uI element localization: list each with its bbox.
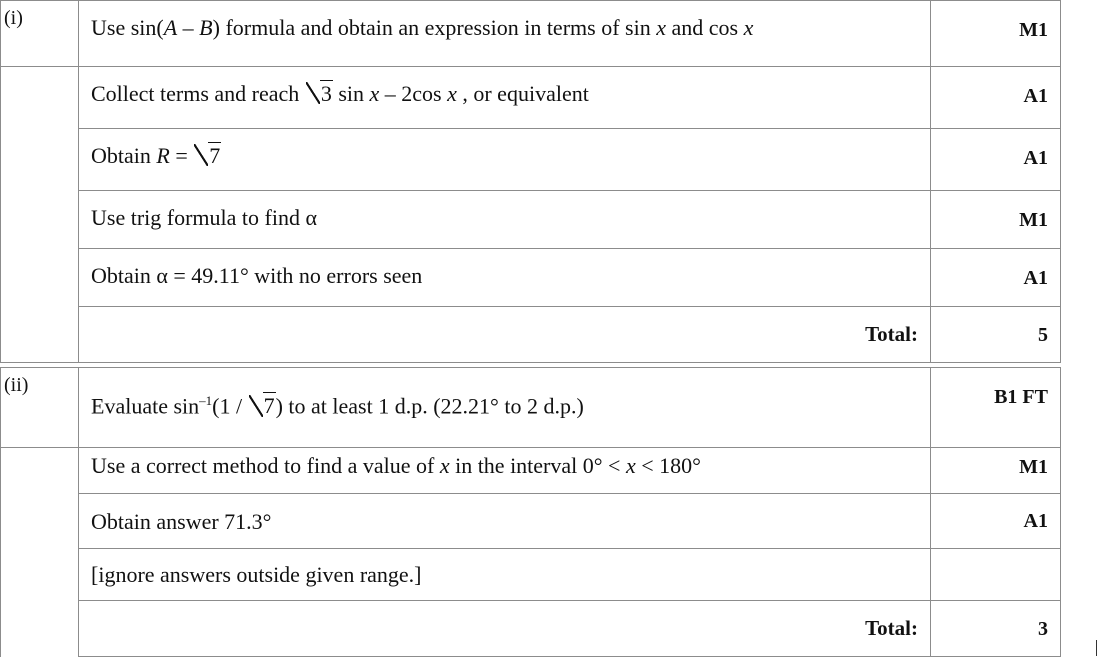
table-row: [1, 448, 1061, 494]
criterion-text: [ignore answers outside given range.]: [79, 549, 931, 601]
table-row: [1, 494, 1061, 549]
criterion-text: Collect terms and reach 3 sin x – 2cos x , or equivalent: [79, 67, 931, 129]
table-row: [1, 368, 1061, 448]
table-row: [1, 1, 1061, 67]
total-value: 3: [931, 601, 1061, 657]
table-row: [1, 191, 1061, 249]
table-row: [1, 549, 1061, 601]
criterion-text: Obtain answer 71.3°: [79, 494, 931, 549]
total-row: [1, 601, 1061, 657]
mark-code: B1 FT: [931, 368, 1061, 448]
mark-code: A1: [931, 67, 1061, 129]
table-row: [1, 67, 1061, 129]
total-value: 5: [931, 307, 1061, 363]
criterion-text: Use trig formula to find α: [79, 191, 931, 249]
mark-code: A1: [931, 494, 1061, 549]
criterion-text: Evaluate $\sin^{-1}(1 / 7)$ to at least 1 d.p. (22.21° to 2 d.p.): [79, 368, 931, 448]
part-label: (i): [1, 1, 79, 67]
criterion-text: Use sin(A – B) formula and obtain an expression in terms of sin x and cos x: [79, 1, 931, 67]
criterion-text: Use a correct method to find a value of x in the interval 0° < x < 180°: [79, 448, 931, 494]
table-row: [1, 129, 1061, 191]
table-row: [1, 249, 1061, 307]
part-label: (ii): [1, 368, 79, 448]
mark-code: A1: [931, 129, 1061, 191]
mark-code: [931, 549, 1061, 601]
mark-code: M1: [931, 448, 1061, 494]
total-label: Total:: [79, 307, 931, 363]
total-label: Total:: [79, 601, 931, 657]
mark-code: A1: [931, 249, 1061, 307]
criterion-text: Obtain R = 7: [79, 129, 931, 191]
text-cursor: [1096, 640, 1097, 656]
mark-code: M1: [931, 1, 1061, 67]
criterion-text: Obtain α = 49.11° with no errors seen: [79, 249, 931, 307]
total-row: [1, 307, 1061, 363]
mark-code: M1: [931, 191, 1061, 249]
